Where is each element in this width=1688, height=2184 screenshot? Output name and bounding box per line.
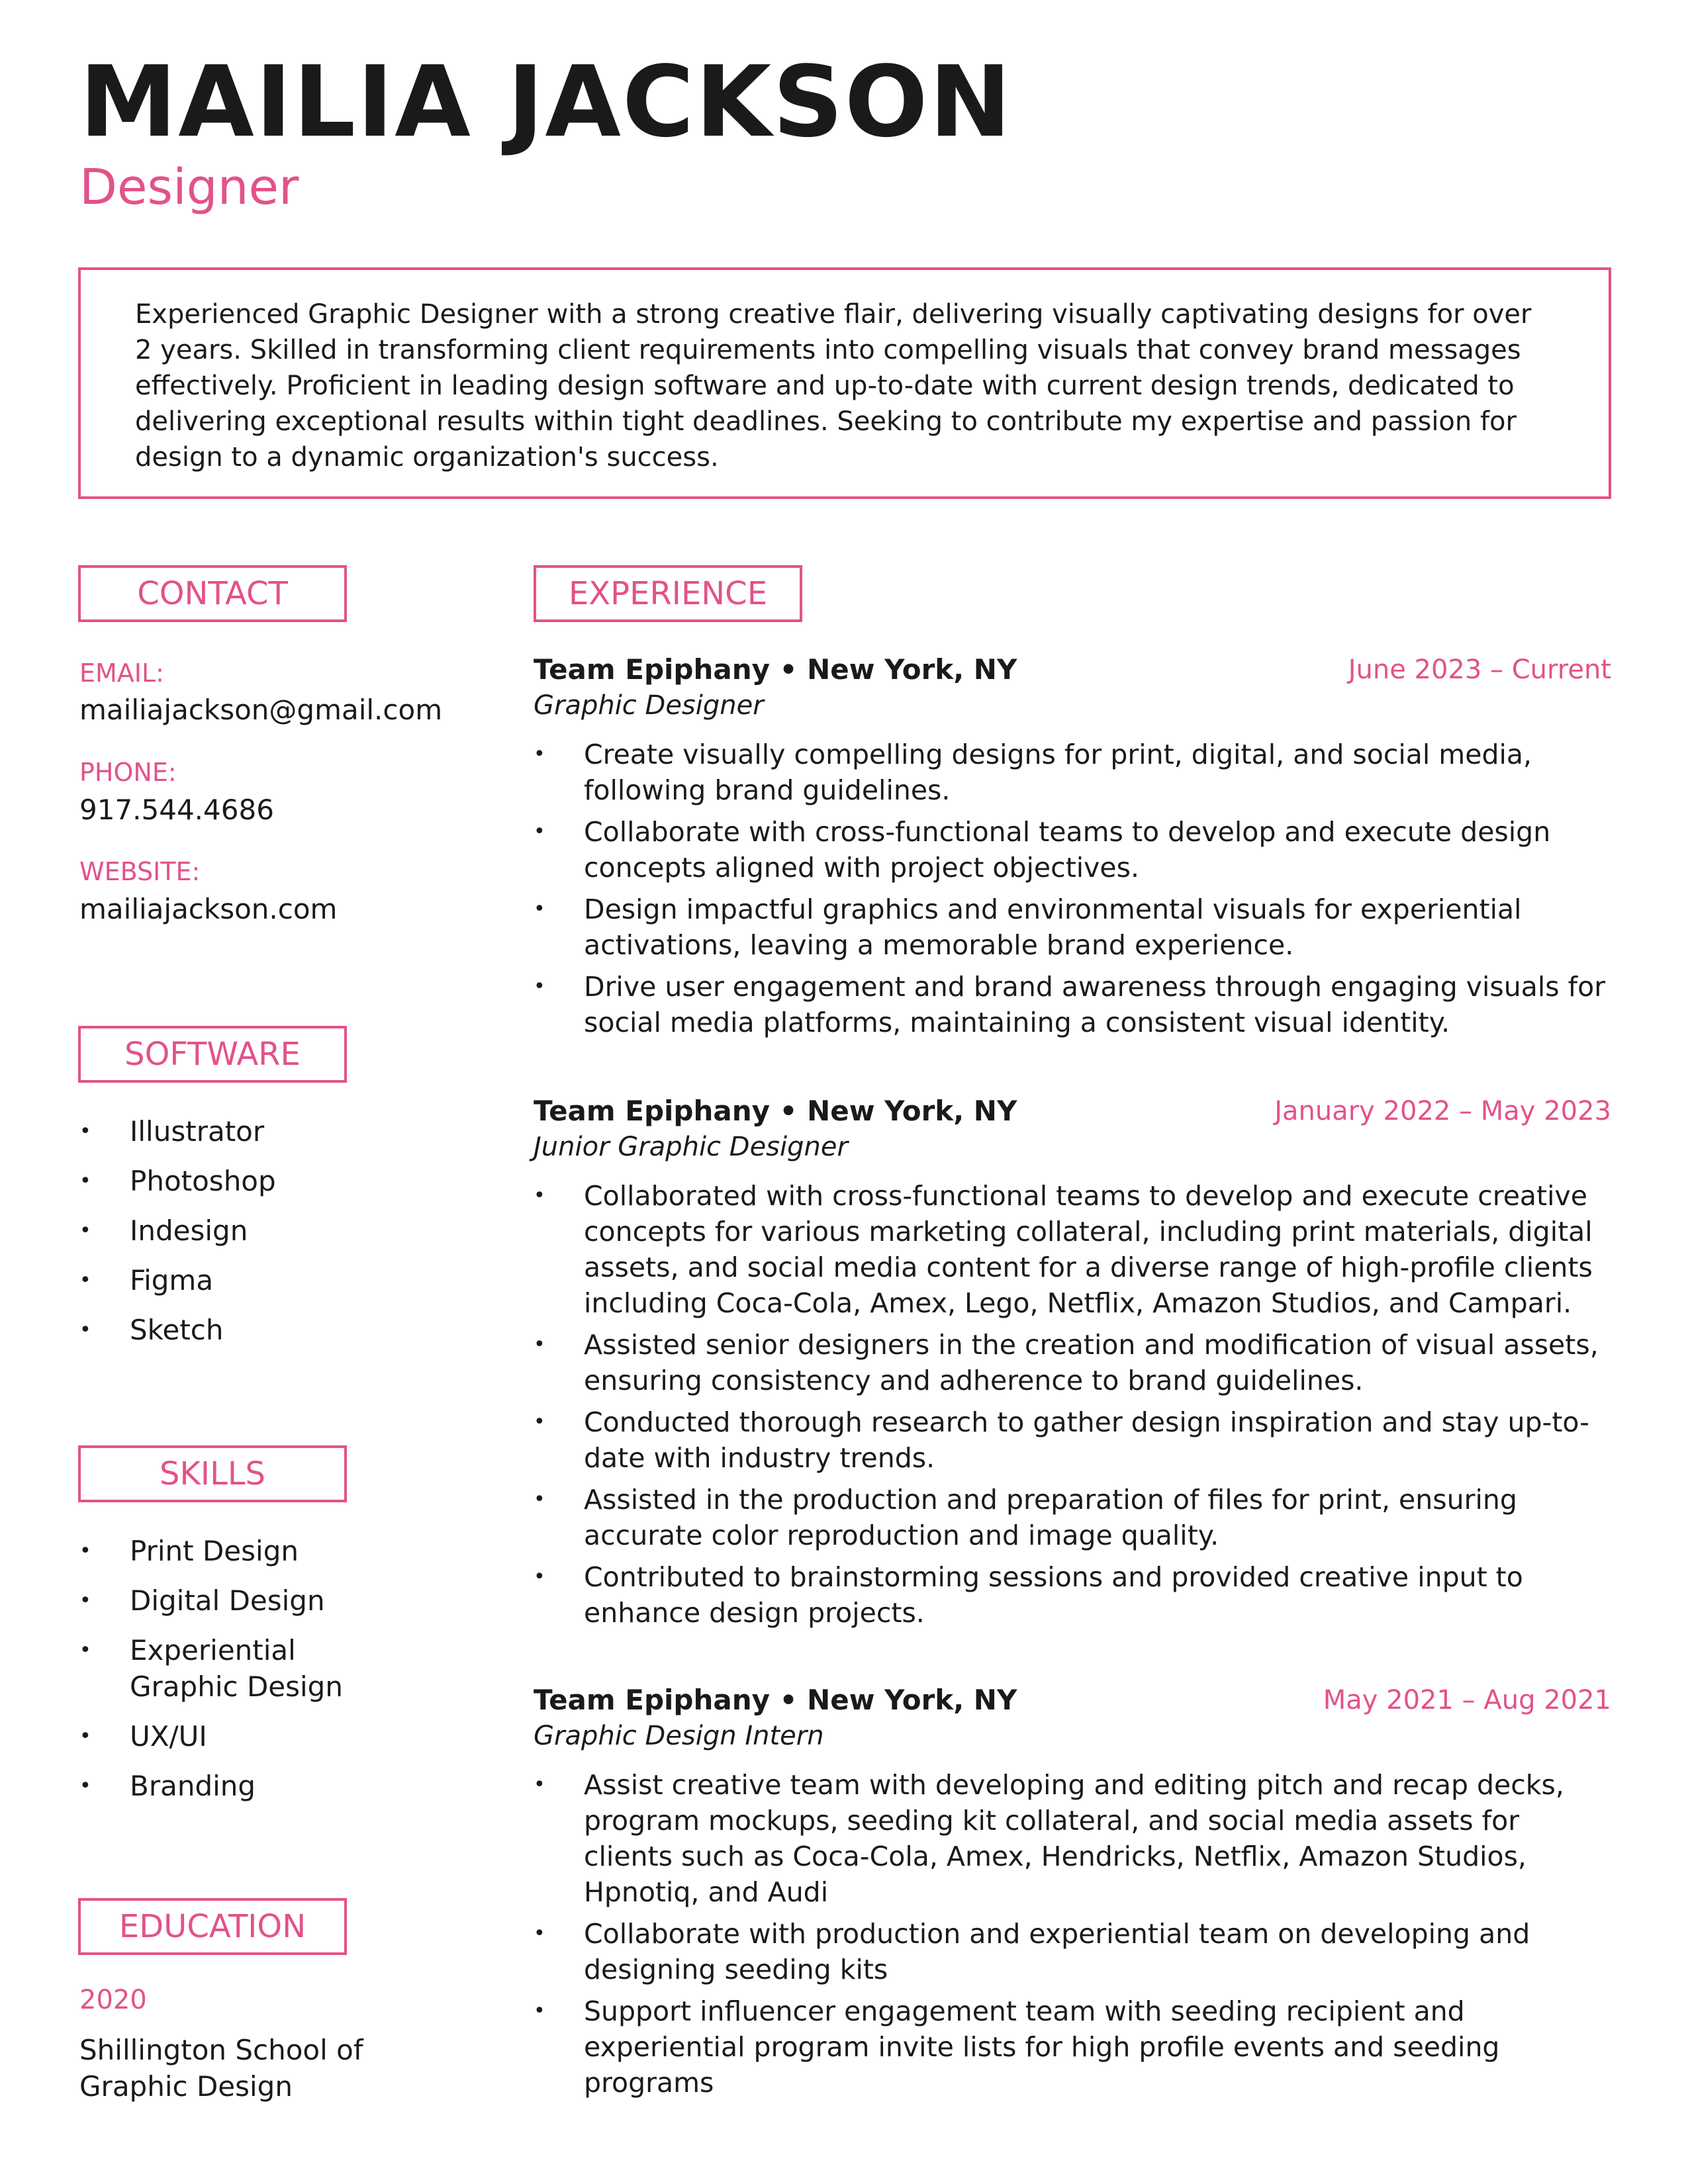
list-item: • Drive user engagement and brand awareness through engaging visuals for social media platforms, maintaining a consistent visual identity. <box>534 969 1611 1040</box>
candidate-name: MAILIA JACKSON <box>79 45 1013 159</box>
job-company: Team Epiphany • New York, NY <box>534 1684 1017 1716</box>
skills-heading: SKILLS <box>78 1445 347 1502</box>
job-dates: January 2022 – May 2023 <box>1274 1096 1611 1126</box>
list-item: • Sketch <box>79 1312 424 1348</box>
job-dates: May 2021 – Aug 2021 <box>1323 1685 1611 1715</box>
phone-label: PHONE: <box>79 758 177 787</box>
job-bullets <box>534 1767 1611 2101</box>
list-item: • Assist creative team with developing and editing pitch and recap decks, program mockups, seeding kit collateral, and social media assets for clients such as Coca-Cola, Amex, Hendricks, Netflix, Amazon Studios, Hpnotiq, and Audi <box>534 1767 1611 1910</box>
contact-heading: CONTACT <box>78 565 347 622</box>
job-role: Junior Graphic Designer <box>534 1132 848 1162</box>
list-item: • UX/UI <box>79 1718 424 1754</box>
job-entry <box>534 1093 1611 1637</box>
list-item: • Illustrator <box>79 1113 424 1150</box>
list-item: • Create visually compelling designs for print, digital, and social media, following brand guidelines. <box>534 737 1611 808</box>
job-company: Team Epiphany • New York, NY <box>534 653 1017 686</box>
list-item: • Support influencer engagement team with seeding recipient and experiential program invite lists for high profile events and seeding programs <box>534 1993 1611 2101</box>
skills-list <box>79 1533 424 1817</box>
list-item: • Contributed to brainstorming sessions and provided creative input to enhance design projects. <box>534 1559 1611 1631</box>
software-heading: SOFTWARE <box>78 1026 347 1083</box>
email-label: EMAIL: <box>79 659 164 688</box>
job-bullets <box>534 737 1611 1040</box>
list-item: • Experiential Graphic Design <box>79 1632 355 1705</box>
job-role: Graphic Designer <box>534 690 764 721</box>
candidate-title: Designer <box>79 159 299 216</box>
list-item: • Design impactful graphics and environmental visuals for experiential activations, leaving a memorable brand experience. <box>534 891 1611 963</box>
job-company: Team Epiphany • New York, NY <box>534 1095 1017 1127</box>
job-role: Graphic Design Intern <box>534 1721 824 1751</box>
list-item: • Digital Design <box>79 1582 424 1619</box>
list-item: • Indesign <box>79 1212 424 1249</box>
list-item: • Figma <box>79 1262 424 1298</box>
education-heading: EDUCATION <box>78 1898 347 1955</box>
phone-value[interactable]: 917.544.4686 <box>79 794 274 826</box>
website-value[interactable]: mailiajackson.com <box>79 893 338 925</box>
list-item: • Branding <box>79 1768 424 1804</box>
experience-heading: EXPERIENCE <box>534 565 802 622</box>
job-dates: June 2023 – Current <box>1348 655 1611 685</box>
list-item: • Collaborate with cross-functional teams to develop and execute design concepts aligned with project objectives. <box>534 814 1611 886</box>
email-value[interactable]: mailiajackson@gmail.com <box>79 694 443 726</box>
list-item: • Print Design <box>79 1533 424 1569</box>
job-entry <box>534 652 1611 1046</box>
website-label: WEBSITE: <box>79 857 201 886</box>
education-year: 2020 <box>79 1985 147 2015</box>
summary-text: Experienced Graphic Designer with a strong creative flair, delivering visually captivating designs for over 2 years. Skilled in transforming client requirements into compelling visuals that convey brand messages effectively. Proficient in leading design software and up-to-date with current design trends, dedicated to delivering exceptional results within tight deadlines. Seeking to contribute my expertise and passion for design to a dynamic organization's success. <box>135 299 1532 473</box>
education-school: Shillington School of Graphic Design <box>79 2034 363 2103</box>
job-bullets <box>534 1178 1611 1631</box>
list-item: • Assisted senior designers in the creation and modification of visual assets, ensuring consistency and adherence to brand guidelines. <box>534 1327 1611 1398</box>
list-item: • Assisted in the production and preparation of files for print, ensuring accurate color reproduction and image quality. <box>534 1482 1611 1553</box>
list-item: • Collaborate with production and experiential team on developing and designing seeding kits <box>534 1916 1611 1987</box>
software-list <box>79 1113 424 1361</box>
summary-box <box>78 267 1611 499</box>
list-item: • Collaborated with cross-functional teams to develop and execute creative concepts for various marketing collateral, including print materials, digital assets, and social media content for a diverse range of high-profile clients including Coca-Cola, Amex, Lego, Netflix, Amazon Studios, and Campari. <box>534 1178 1611 1321</box>
list-item: • Photoshop <box>79 1163 424 1199</box>
list-item: • Conducted thorough research to gather design inspiration and stay up-to-date with industry trends. <box>534 1404 1611 1476</box>
job-entry <box>534 1682 1611 2107</box>
